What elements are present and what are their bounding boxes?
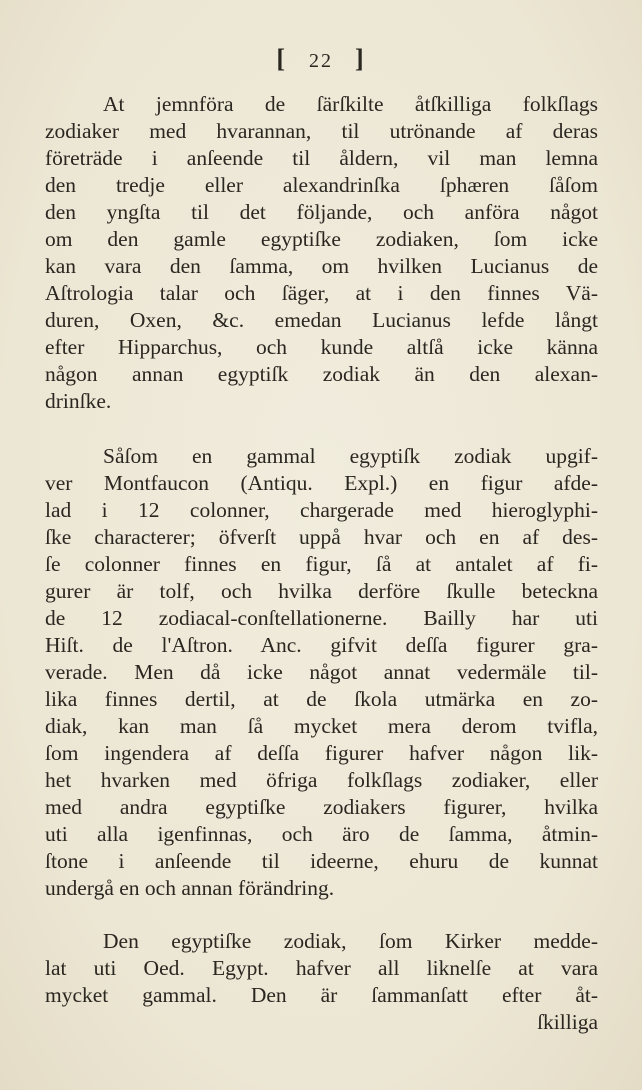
text-line: undergå en och annan förändring. xyxy=(45,876,335,900)
text-line: verade. Men då icke något annat vedermäle til- xyxy=(45,660,598,684)
paragraph-3 xyxy=(45,928,598,1036)
text-line: de 12 zodiacal-conſtellationerne. Bailly har uti xyxy=(45,606,598,630)
left-bracket: [ xyxy=(276,44,287,73)
text-line: Såſom en gammal egyptiſk zodiak upgif- xyxy=(103,444,598,468)
text-line: den tredje eller alexandrinſka ſphæren ſåſom xyxy=(45,173,598,197)
text-line: ſe colonner finnes en figur, ſå at antalet af fi- xyxy=(45,552,598,576)
text-line: ver Montfaucon (Antiqu. Expl.) en figur afde- xyxy=(45,471,598,495)
right-bracket: ] xyxy=(355,44,366,73)
text-line: diak, kan man ſå mycket mera derom tvifla, xyxy=(45,714,598,738)
catchword: ſkilliga xyxy=(537,1010,598,1034)
text-line: efter Hipparchus, och kunde altſå icke känna xyxy=(45,335,598,359)
text-line: lika finnes dertil, at de ſkola utmärka en zo- xyxy=(45,687,598,711)
text-line: At jemnföra de ſärſkilte åtſkilliga folkſlags xyxy=(103,92,598,116)
text-line: Hiſt. de l'Aſtron. Anc. gifvit deſſa figurer gra- xyxy=(45,633,598,657)
text-line: någon annan egyptiſk zodiak än den alexan- xyxy=(45,362,598,386)
text-line: den yngſta til det följande, och anföra något xyxy=(45,200,598,224)
text-line: om den gamle egyptiſke zodiaken, ſom icke xyxy=(45,227,598,251)
text-line: kan vara den ſamma, om hvilken Lucianus de xyxy=(45,254,598,278)
text-line: Aſtrologia talar och ſäger, at i den finnes Vä- xyxy=(45,281,598,305)
text-line: med andra egyptiſke zodiakers figurer, hvilka xyxy=(45,795,598,819)
page-header xyxy=(0,44,642,74)
text-line: lad i 12 colonner, chargerade med hieroglyphi- xyxy=(45,498,598,522)
text-line: gurer är tolf, och hvilka derföre ſkulle beteckna xyxy=(45,579,598,603)
paragraph-2 xyxy=(45,443,598,902)
text-line: drinſke. xyxy=(45,389,112,413)
text-line: zodiaker med hvarannan, til utrönande af deras xyxy=(45,119,598,143)
text-line: duren, Oxen, &c. emedan Lucianus lefde långt xyxy=(45,308,598,332)
text-line: uti alla igenfinnas, och äro de ſamma, åtmin- xyxy=(45,822,598,846)
text-line: ſom ingendera af deſſa figurer hafver någon lik- xyxy=(45,741,598,765)
text-line: ſtone i anſeende til ideerne, ehuru de kunnat xyxy=(45,849,598,873)
text-line: Den egyptiſke zodiak, ſom Kirker medde- xyxy=(103,929,598,953)
text-line: lat uti Oed. Egypt. hafver all liknelſe at vara xyxy=(45,956,598,980)
page-number: 22 xyxy=(309,50,333,72)
text-line: ſke characterer; öfverſt uppå hvar och en af des- xyxy=(45,525,598,549)
text-line: mycket gammal. Den är ſammanſatt efter åt- xyxy=(45,983,598,1007)
paragraph-1 xyxy=(45,91,598,415)
text-line: het hvarken med öfriga folkſlags zodiaker, eller xyxy=(45,768,598,792)
text-line: företräde i anſeende til åldern, vil man lemna xyxy=(45,146,598,170)
